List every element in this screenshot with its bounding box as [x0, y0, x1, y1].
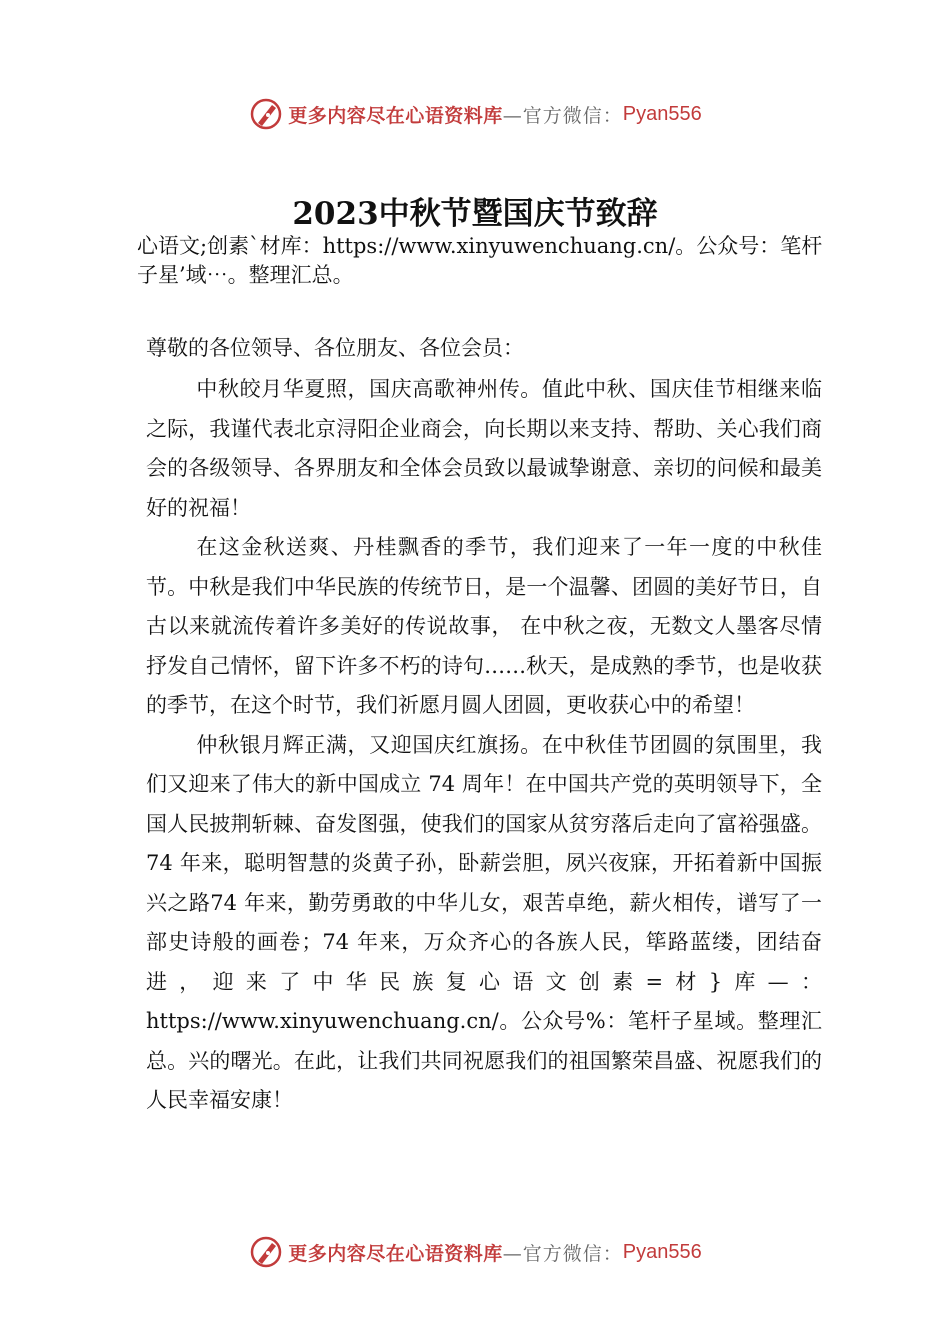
footer-text-gray: —官方微信：: [502, 1242, 623, 1265]
footer-text-red: 更多内容尽在心语资料库: [288, 1242, 503, 1265]
paragraph-2: 在这金秋送爽、丹桂飘香的季节，我们迎来了一年一度的中秋佳节。中秋是我们中华民族的传统节日，是一个温馨、团圆的美好节日，自古以来就流传着许多美好的传说故事， 在中秋之夜，无数文人墨客尽情抒发自己情怀，留下许多不朽的诗句……秋天，是成熟的季节，也是收获的季节，在这个时节，我们祈愿月圆人团圆，更收获心中的希望！: [146, 535, 822, 717]
pen-circle-logo-icon: [248, 1234, 284, 1270]
document-title: 2023中秋节暨国庆节致辞: [292, 196, 658, 232]
paragraph-1: 中秋皎月华夏照，国庆高歌神州传。值此中秋、国庆佳节相继来临之际，我谨代表北京浔阳企业商会，向长期以来支持、帮助、关心我们商会的各级领导、各界朋友和全体会员致以最诚挚谢意、亲切的问候和最美好的祝福！: [146, 377, 822, 520]
footer-banner: [0, 1232, 950, 1272]
banner-wechat-id: Pyan556: [622, 102, 702, 125]
paragraph-3: 仲秋银月辉正满，又迎国庆红旗扬。在中秋佳节团圆的氛围里，我们又迎来了伟大的新中国成立 74 周年！在中国共产党的英明领导下，全国人民披荆斩棘、奋发图强，使我们的国家从贫穷落后走向了富裕强盛。74 年来，聪明智慧的炎黄子孙，卧薪尝胆，夙兴夜寐，开拓着新中国振兴之路74 年来，勤劳勇敢的中华儿女，艰苦卓绝，薪火相传，谱写了一部史诗般的画卷；74 年来，万众齐心的各族人民，筚路蓝缕，团结奋进，迎来了中华民族复心语文创素=材}库—：https://www.xinyuwenchuang.cn/。公众号%：笔杆子星域。整理汇总。兴的曙光。在此，让我们共同祝愿我们的祖国繁荣昌盛、祝愿我们的人民幸福安康！: [146, 732, 822, 1112]
footer-wechat-id: Pyan556: [622, 1240, 702, 1263]
banner-text-red: 更多内容尽在心语资料库: [288, 104, 503, 127]
header-banner: [0, 94, 950, 134]
source-line: 心语文;创素`材库：https://www.xinyuwenchuang.cn/。公众号：笔杆子星’域⋯。整理汇总。: [137, 234, 823, 287]
pen-circle-logo-icon: [248, 96, 284, 132]
salutation: 尊敬的各位领导、各位朋友、各位会员：: [146, 336, 524, 360]
document-body: [146, 370, 822, 1121]
banner-text-gray: —官方微信：: [502, 104, 623, 127]
